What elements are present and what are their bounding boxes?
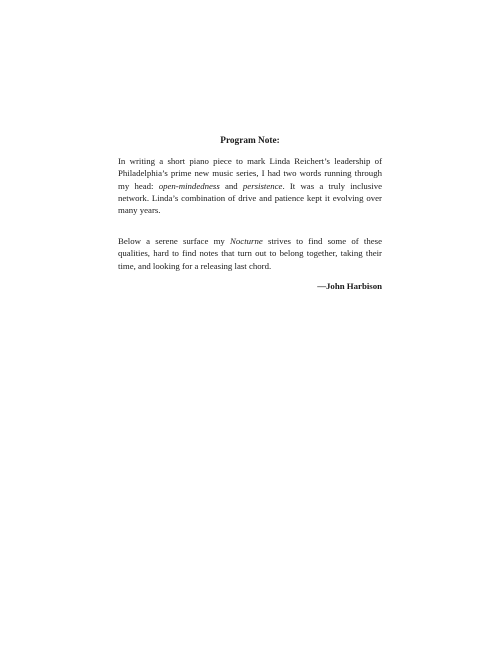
paragraph-1-italic-1: open-mindedness [158,180,220,191]
paragraph-1-text-2: and [219,180,243,191]
page-title: Program Note: [220,136,280,146]
paragraph-1-italic-2: persistence [242,180,283,191]
paragraph-1-text-1: In writing a short piano piece to mark Linda Reichert’s leadership of Philadelphia’s prime new music series, I had two words running through my head: [118,156,382,191]
paragraph-2-italic-1: Nocturne [230,236,263,246]
paragraph-1-text-3: . It was a truly inclusive network. Linda’s combination of drive and patience kept it evolving over many years. [118,180,382,216]
paragraph-2-text-2: strives to find some of these qualities, hard to find notes that turn out to belong together, taking their time, and looking for a releasing last chord. [118,236,382,271]
program-note-paragraph-1 [118,155,382,216]
author-signature: —John Harbison [317,281,382,291]
program-note-paragraph-2 [118,235,382,272]
paragraph-2-text-1: Below a serene surface my [118,236,231,246]
